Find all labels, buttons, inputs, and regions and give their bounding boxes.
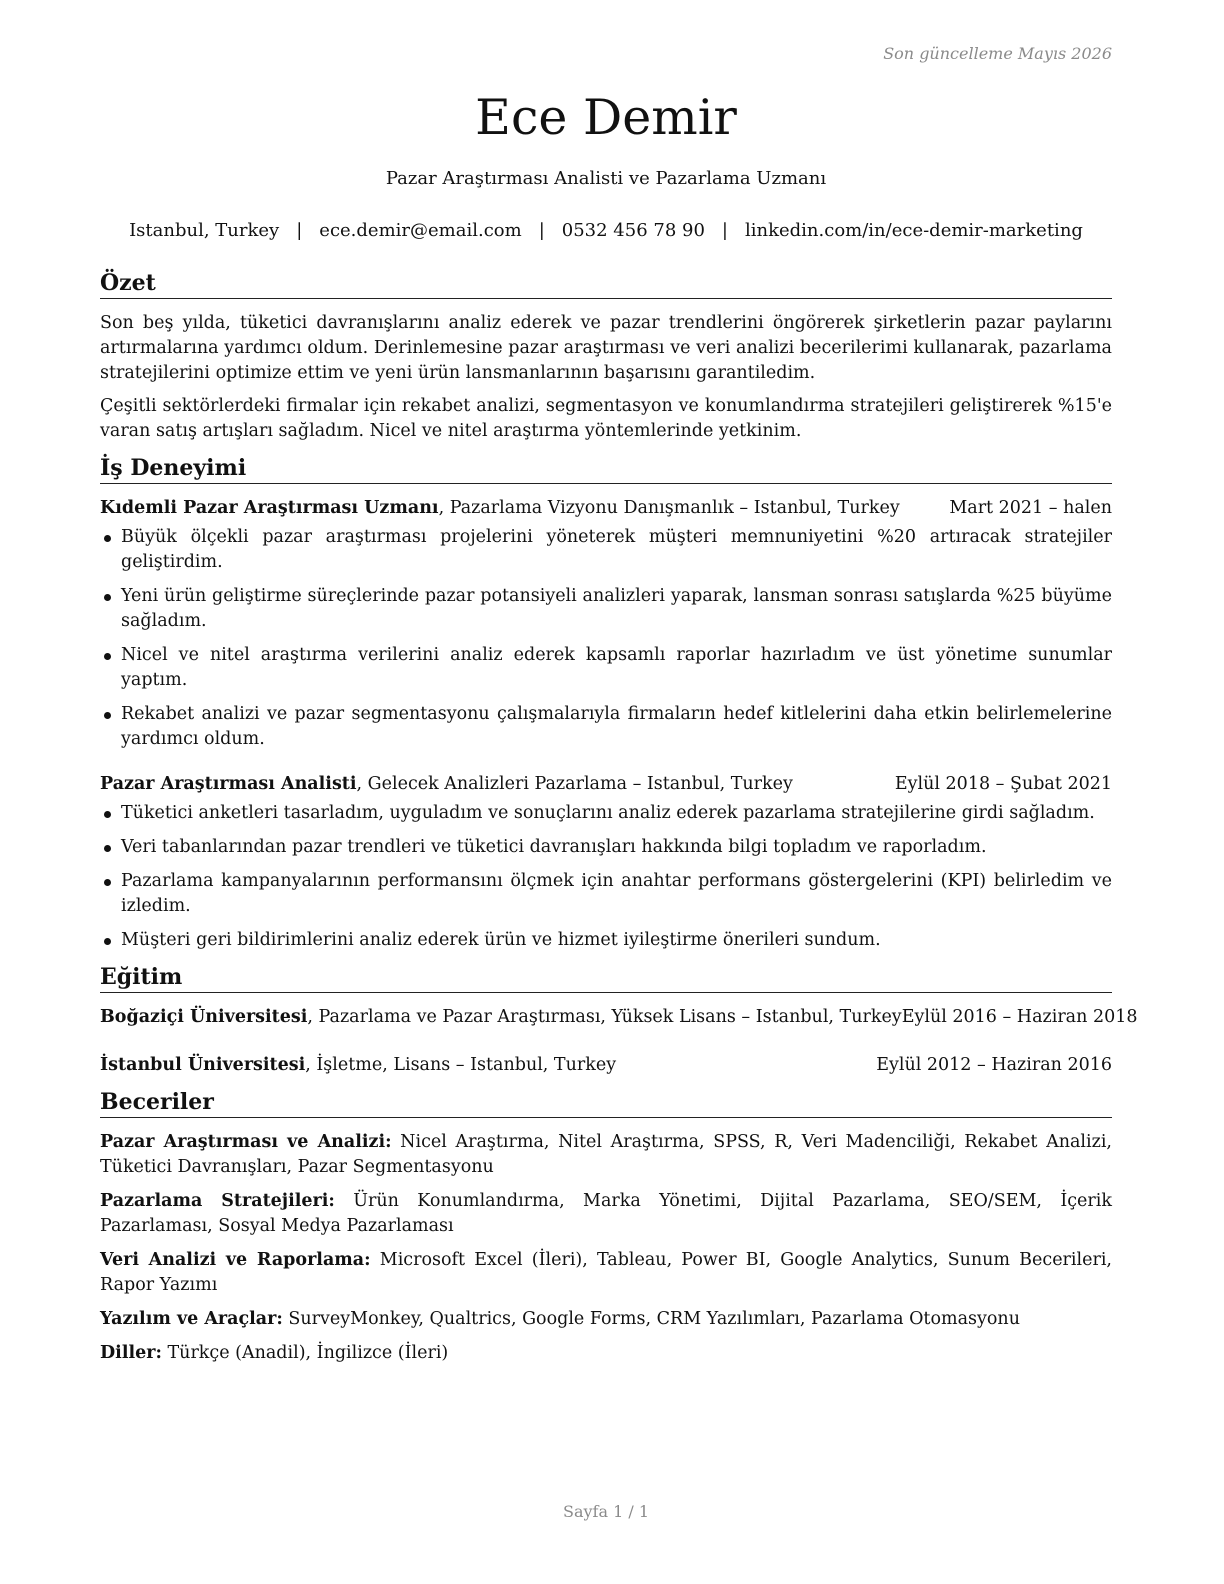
skill-line <box>100 1189 1112 1239</box>
education-dates: Eylül 2012 – Haziran 2016 <box>876 1055 1112 1075</box>
summary-paragraph: Çeşitli sektörlerdeki firmalar için rekabet analizi, segmentasyon ve konumlandırma stratejileri geliştirerek %15'e varan satış artışları sağladım. Nicel ve nitel araştırma yöntemlerinde yetkinim. <box>100 396 1112 441</box>
skill-label: Pazarlama Stratejileri: <box>100 1191 335 1211</box>
summary-heading: Özet <box>100 269 1112 299</box>
bullet-icon <box>104 712 111 719</box>
list-item <box>100 643 1112 693</box>
job-dates: Eylül 2018 – Şubat 2021 <box>894 774 1112 794</box>
contact-separator: | <box>721 220 728 241</box>
bullet-icon <box>104 879 111 886</box>
bullet-text: Büyük ölçekli pazar araştırması projelerini yöneterek müşteri memnuniyetini %20 artıracak stratejiler geliştirdim. <box>121 527 1112 572</box>
degree-detail: , Pazarlama ve Pazar Araştırması, Yüksek Lisans – Istanbul, Turkey <box>307 1007 902 1027</box>
last-updated: Son güncelleme Mayıs 2026 <box>883 44 1112 63</box>
bullet-icon <box>104 653 111 660</box>
list-item <box>100 702 1112 752</box>
experience-section <box>100 454 1112 953</box>
summary-paragraph: Son beş yılda, tüketici davranışlarını analiz ederek ve pazar trendlerini öngörerek şirketlerin pazar paylarını artırmalarına yardımcı oldum. Derinlemesine pazar araştırması ve veri analizi becerilerimi kullanarak, pazarlama stratejilerini optimize ettim ve yeni ürün lansmanlarının başarısını garantiledim. <box>100 313 1112 383</box>
bullet-text: Yeni ürün geliştirme süreçlerinde pazar potansiyeli analizleri yaparak, lansman sonrası satışlarda %25 büyüme sağladım. <box>121 586 1112 631</box>
list-item <box>100 928 1112 953</box>
skill-value: Türkçe (Anadil), İngilizce (İleri) <box>161 1343 449 1363</box>
skill-line <box>100 1341 1112 1366</box>
page-number: Sayfa 1 / 1 <box>562 1502 649 1521</box>
bullet-text: Pazarlama kampanyalarının performansını ölçmek için anahtar performans göstergelerini (KPI) belirledim ve izledim. <box>121 871 1112 916</box>
contact-separator: | <box>538 220 545 241</box>
education-dates: Eylül 2016 – Haziran 2018 <box>901 1007 1138 1027</box>
bullet-icon <box>104 938 111 945</box>
job-company: , Pazarlama Vizyonu Danışmanlık – Istanbul, Turkey <box>438 498 900 518</box>
skill-line <box>100 1248 1112 1298</box>
skill-line <box>100 1307 1112 1332</box>
skill-value: Microsoft Excel (İleri), Tableau, Power BI, Google Analytics, Sunum Becerileri, Rapor Yazımı <box>100 1250 1112 1295</box>
bullet-icon <box>104 811 111 818</box>
skill-label: Veri Analizi ve Raporlama: <box>100 1250 371 1270</box>
contact-line <box>100 219 1112 243</box>
job-bullets <box>100 801 1112 953</box>
education-heading: Eğitim <box>100 963 1112 993</box>
school-name: Boğaziçi Üniversitesi <box>100 1007 308 1027</box>
contact-phone: 0532 456 78 90 <box>561 220 705 241</box>
resume-page <box>100 0 1138 1584</box>
skills-section <box>100 1088 1112 1366</box>
bullet-icon <box>104 845 111 852</box>
candidate-name: Ece Demir <box>475 89 737 146</box>
list-item <box>100 835 1112 860</box>
bullet-icon <box>104 594 111 601</box>
skill-value: Ürün Konumlandırma, Marka Yönetimi, Dijital Pazarlama, SEO/SEM, İçerik Pazarlaması, Sosyal Medya Pazarlaması <box>100 1191 1112 1236</box>
contact-linkedin[interactable]: linkedin.com/in/ece-demir-marketing <box>744 220 1083 241</box>
job-bullets <box>100 525 1112 752</box>
skill-label: Diller: <box>100 1343 162 1363</box>
job-title: Pazar Araştırması Analisti ve Pazarlama Uzmanı <box>385 168 827 189</box>
summary-section <box>100 269 1112 444</box>
skill-label: Yazılım ve Araçlar: <box>100 1309 283 1329</box>
list-item <box>100 801 1112 826</box>
job-header <box>100 772 1112 797</box>
bullet-text: Rekabet analizi ve pazar segmentasyonu çalışmalarıyla firmaların hedef kitlelerini daha etkin belirlemelerine yardımcı oldum. <box>121 704 1112 749</box>
bullet-icon <box>104 535 111 542</box>
contact-location: Istanbul, Turkey <box>129 220 280 241</box>
education-item <box>100 1053 1112 1078</box>
job-role: Kıdemli Pazar Araştırması Uzmanı <box>100 498 439 518</box>
bullet-text: Nicel ve nitel araştırma verilerini analiz ederek kapsamlı raporlar hazırladım ve üst yönetime sunumlar yaptım. <box>121 645 1112 690</box>
resume-content <box>100 269 1138 1376</box>
school-name: İstanbul Üniversitesi <box>100 1055 306 1075</box>
experience-heading: İş Deneyimi <box>100 454 1112 484</box>
bullet-text: Veri tabanlarından pazar trendleri ve tüketici davranışları hakkında bilgi topladım ve raporladım. <box>121 837 987 857</box>
job-dates: Mart 2021 – halen <box>949 498 1112 518</box>
skill-value: SurveyMonkey, Qualtrics, Google Forms, CRM Yazılımları, Pazarlama Otomasyonu <box>282 1309 1020 1329</box>
bullet-text: Tüketici anketleri tasarladım, uyguladım ve sonuçlarını analiz ederek pazarlama stratejilerine girdi sağladım. <box>121 803 1095 823</box>
education-item <box>100 1005 1138 1030</box>
education-section <box>100 963 1138 1078</box>
job-company: , Gelecek Analizleri Pazarlama – Istanbul, Turkey <box>356 774 793 794</box>
degree-detail: , İşletme, Lisans – Istanbul, Turkey <box>305 1055 617 1075</box>
skill-line <box>100 1130 1112 1180</box>
job-role: Pazar Araştırması Analisti <box>100 774 357 794</box>
skill-label: Pazar Araştırması ve Analizi: <box>100 1132 392 1152</box>
skills-heading: Beceriler <box>100 1088 1112 1118</box>
bullet-text: Müşteri geri bildirimlerini analiz ederek ürün ve hizmet iyileştirme önerileri sundum. <box>121 930 881 950</box>
skill-value: Nicel Araştırma, Nitel Araştırma, SPSS, R, Veri Madenciliği, Rekabet Analizi, Tüketici Davranışları, Pazar Segmentasyonu <box>100 1132 1112 1177</box>
list-item <box>100 584 1112 634</box>
list-item <box>100 525 1112 575</box>
contact-email[interactable]: ece.demir@email.com <box>319 220 522 241</box>
contact-separator: | <box>296 220 303 241</box>
job-header <box>100 496 1112 521</box>
list-item <box>100 869 1112 919</box>
